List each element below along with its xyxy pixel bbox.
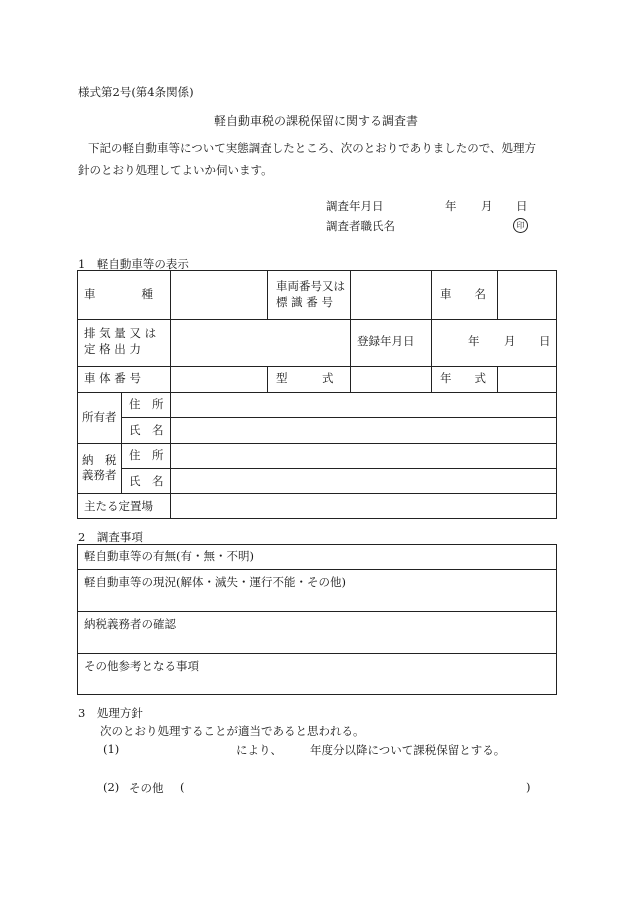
vehicle-type-label: 車 種: [84, 287, 153, 301]
surveyor-name-label: 調査者職氏名: [326, 219, 395, 233]
section-3-heading: 3 処理方針: [78, 706, 143, 720]
plate-number-value[interactable]: [350, 271, 431, 319]
policy-statement: 次のとおり処理することが適当であると思われる。: [100, 724, 365, 738]
owner-name-value[interactable]: [170, 418, 557, 443]
owner-name-label: 氏 名: [129, 423, 164, 437]
model-year-value[interactable]: [497, 367, 557, 392]
option-2-label: その他: [129, 781, 164, 795]
reg-year: 年: [468, 334, 480, 348]
displacement-label-1: 排 気 量 又 は: [84, 326, 157, 340]
taxpayer-label-2: 義務者: [82, 468, 117, 482]
model-year-label: 年 式: [440, 371, 486, 385]
form-number: 様式第2号(第4条関係): [78, 85, 194, 99]
option-1-text-b: 年度分以降について課税保留とする。: [310, 743, 506, 757]
section-2-heading: 2 調査事項: [78, 530, 143, 544]
owner-address-label: 住 所: [129, 397, 164, 411]
taxpayer-label-1: 納 税: [82, 453, 117, 467]
taxpayer-name-label: 氏 名: [129, 474, 164, 488]
body-number-label: 車 体 番 号: [84, 371, 141, 385]
survey-item-other[interactable]: その他参考となる事項: [84, 659, 199, 673]
survey-item-status[interactable]: 軽自動車等の現況(解体・滅失・運行不能・その他): [84, 575, 346, 589]
survey-item-taxpayer-check[interactable]: 納税義務者の確認: [84, 617, 176, 631]
taxpayer-address-value[interactable]: [170, 444, 557, 468]
option-2-paren-open: (: [180, 780, 185, 794]
survey-day: 日: [516, 199, 528, 213]
displacement-label-2: 定 格 出 力: [84, 342, 141, 356]
model-value[interactable]: [350, 367, 431, 392]
option-2-paren-close: ): [526, 780, 531, 794]
option-1-text-a: により、: [236, 743, 282, 757]
survey-date-label: 調査年月日: [326, 199, 384, 213]
option-1-year-field[interactable]: [284, 740, 310, 756]
option-2-number: (2): [103, 780, 120, 794]
body-number-value[interactable]: [170, 367, 267, 392]
reg-month: 月: [504, 334, 516, 348]
reg-day: 日: [539, 334, 551, 348]
reg-date-label: 登録年月日: [357, 334, 415, 348]
vehicle-type-value[interactable]: [170, 271, 267, 319]
displacement-value[interactable]: [170, 320, 350, 366]
intro-line-2: 針のとおり処理してよいか伺います。: [78, 163, 273, 177]
plate-number-label-2: 標 識 番 号: [276, 295, 333, 309]
plate-number-label-1: 車両番号又は: [276, 279, 345, 293]
survey-item-existence[interactable]: 軽自動車等の有無(有・無・不明): [84, 549, 254, 563]
option-2-detail-field[interactable]: [190, 778, 520, 794]
taxpayer-name-value[interactable]: [170, 469, 557, 493]
owner-label: 所有者: [82, 410, 117, 424]
document-title: 軽自動車税の課税保留に関する調査書: [214, 114, 419, 128]
survey-year: 年: [445, 199, 457, 213]
survey-month: 月: [481, 199, 493, 213]
storage-location-value[interactable]: [170, 494, 557, 519]
owner-address-value[interactable]: [170, 393, 557, 417]
car-name-label: 車 名: [440, 287, 486, 301]
section-1-heading: 1 軽自動車等の表示: [78, 257, 189, 271]
taxpayer-address-label: 住 所: [129, 448, 164, 462]
storage-location-label: 主たる定置場: [84, 499, 153, 513]
car-name-value[interactable]: [497, 271, 557, 319]
model-label: 型 式: [276, 371, 334, 385]
option-1-reason-field[interactable]: [125, 740, 235, 756]
seal-stamp: 印: [513, 218, 528, 233]
option-1-number: (1): [103, 742, 120, 756]
intro-line-1: 下記の軽自動車等について実態調査したところ、次のとおりでありましたので、処理方: [88, 141, 537, 155]
